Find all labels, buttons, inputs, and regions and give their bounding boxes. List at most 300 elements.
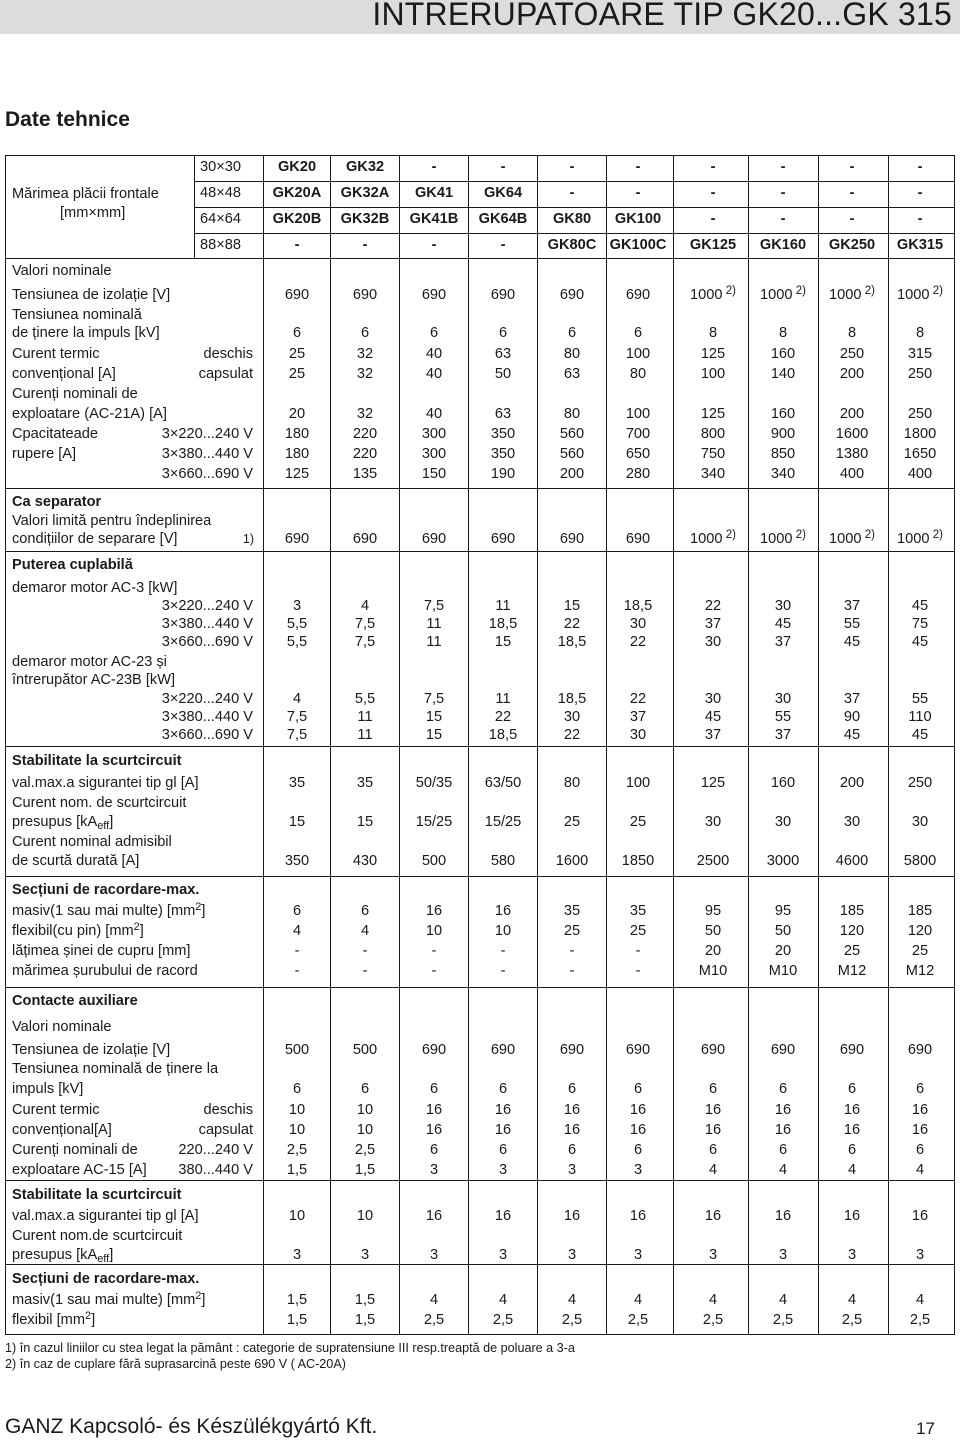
value-cell: -: [635, 943, 641, 959]
section-line: [5, 488, 955, 489]
value-cell: 16: [563, 1208, 581, 1224]
value-cell: 6: [847, 1142, 857, 1158]
row-label: exploatare (AC-21A) [A]: [12, 406, 167, 422]
value-cell: 690: [490, 1042, 516, 1058]
row-label: rupere [A]: [12, 446, 77, 462]
value-cell: 430: [352, 853, 378, 869]
row-sublabel: 220...240 V: [178, 1142, 253, 1158]
value-cell: 50/35: [415, 775, 453, 791]
value-cell: 18,5: [557, 691, 587, 707]
value-cell: 11: [426, 634, 442, 650]
footnote-marker: 2): [861, 529, 875, 541]
value-cell: 95: [704, 903, 722, 919]
value-cell: 3: [429, 1247, 439, 1263]
value-cell: 16: [425, 1102, 443, 1118]
value-cell: 220: [352, 446, 378, 462]
value-cell: 690: [421, 531, 447, 547]
value-cell: 45: [843, 634, 861, 650]
value-cell: -: [431, 963, 437, 979]
value-cell: 55: [911, 691, 929, 707]
value-cell: 16: [704, 1208, 722, 1224]
value-cell: 16: [494, 1208, 512, 1224]
plate-model-cell: -: [362, 237, 368, 253]
value-cell: 3: [498, 1247, 508, 1263]
value-cell: M10: [698, 963, 728, 979]
value-cell: 1,5: [286, 1312, 308, 1328]
row-label-subscript: eff: [97, 820, 110, 832]
value-cell: 180: [284, 426, 310, 442]
value-cell: 16: [911, 1102, 929, 1118]
value-cell: 75: [911, 616, 929, 632]
body-col-line: [468, 258, 469, 1334]
plate-model-cell: -: [849, 185, 855, 201]
plate-model-cell: -: [500, 159, 506, 175]
value-cell: 4600: [835, 853, 869, 869]
value-cell: 16: [774, 1102, 792, 1118]
value-cell: 32: [356, 406, 374, 422]
value-cell: 200: [839, 775, 865, 791]
row-label: Contacte auxiliare: [12, 993, 138, 1009]
value-cell: 1650: [903, 446, 937, 462]
value-cell: 1000 $^{2)}$: [760, 285, 806, 303]
value-cell: 35: [629, 903, 647, 919]
plate-model-cell: GK64: [483, 185, 523, 201]
value-cell: 1000 $^{2)}$: [897, 529, 943, 547]
value-cell: 22: [563, 616, 581, 632]
row-label-superscript: 2: [84, 1310, 92, 1322]
value-cell: 4: [708, 1162, 718, 1178]
value-cell: 2,5: [286, 1142, 308, 1158]
value-cell: 16: [774, 1208, 792, 1224]
value-cell: 25: [629, 814, 647, 830]
value-cell: 690: [625, 531, 651, 547]
value-cell: 30: [774, 814, 792, 830]
row-label-superscript: 2: [133, 921, 140, 933]
value-cell: 1000 $^{2)}$: [690, 285, 736, 303]
footnote-marker: 2): [861, 285, 875, 297]
section-title: Date tehnice: [5, 108, 130, 131]
value-cell: 25: [563, 814, 581, 830]
row-label: mărimea șurubului de racord: [12, 963, 198, 979]
row-label: presupus $[kA_{eff}]$: [12, 1247, 114, 1265]
plate-model-cell: -: [849, 211, 855, 227]
header-row-line: [194, 233, 955, 234]
value-cell: 2,5: [354, 1142, 376, 1158]
value-cell: 690: [625, 287, 651, 303]
value-cell: 20: [704, 943, 722, 959]
value-cell: 690: [421, 287, 447, 303]
value-cell: 3: [915, 1247, 925, 1263]
value-cell: 8: [847, 325, 857, 341]
value-cell: 90: [843, 709, 861, 725]
value-cell: 5,5: [286, 634, 308, 650]
plate-model-cell: GK100C: [609, 237, 667, 253]
section-line: [5, 1180, 955, 1181]
footnote-marker: 2): [792, 529, 806, 541]
value-cell: 16: [494, 1102, 512, 1118]
value-cell: 30: [704, 634, 722, 650]
value-cell: 185: [839, 903, 865, 919]
value-cell: 35: [563, 903, 581, 919]
value-cell: 4: [847, 1162, 857, 1178]
value-cell: 22: [704, 598, 722, 614]
row-label-tail: ]: [201, 903, 206, 919]
value-cell: 4: [847, 1292, 857, 1308]
value-cell: 25: [843, 943, 861, 959]
row-label-tail: ]: [139, 923, 144, 939]
value-cell: 16: [563, 1102, 581, 1118]
value-cell: -: [362, 963, 368, 979]
value-cell: 16: [629, 1208, 647, 1224]
value-cell: 35: [288, 775, 306, 791]
row-label: întrerupător AC-23B [kW]: [12, 672, 176, 688]
body-col-line: [606, 258, 607, 1334]
plate-model-cell: -: [780, 185, 786, 201]
value-cell: 1,5: [354, 1162, 376, 1178]
value-cell: 5800: [903, 853, 937, 869]
value-cell: 25: [563, 923, 581, 939]
value-cell: 37: [774, 634, 792, 650]
value-cell: 6: [567, 1081, 577, 1097]
plate-model-cell: -: [431, 237, 437, 253]
value-cell: 350: [284, 853, 310, 869]
row-sublabel: 3×380...440 V: [161, 446, 253, 462]
row-label: demaror motor AC-23 și: [12, 654, 167, 670]
value-cell: 4: [292, 923, 302, 939]
value-cell: 190: [490, 466, 516, 482]
row-label: Stabilitate la scurtcircuit: [12, 1187, 182, 1203]
value-cell: 18,5: [623, 598, 653, 614]
value-cell: 6: [633, 1081, 643, 1097]
value-cell: 22: [494, 709, 512, 725]
row-label: Curent nom. de scurtcircuit: [12, 795, 187, 811]
value-cell: 7,5: [354, 634, 376, 650]
value-cell: 30: [774, 598, 792, 614]
row-label-subscript: eff: [97, 1253, 110, 1265]
value-cell: 4: [292, 691, 302, 707]
value-cell: 250: [907, 775, 933, 791]
value-cell: 690: [284, 531, 310, 547]
value-cell: 6: [778, 1142, 788, 1158]
plate-model-cell: -: [780, 159, 786, 175]
value-cell: 1600: [555, 853, 589, 869]
value-cell: 3: [633, 1162, 643, 1178]
value-cell: 40: [425, 346, 443, 362]
table-border-right: [954, 155, 955, 1335]
value-cell: 4: [778, 1162, 788, 1178]
value-cell: 120: [839, 923, 865, 939]
row-label: Valori nominale: [12, 263, 112, 279]
plate-model-cell: -: [635, 185, 641, 201]
page-number: 17: [916, 1419, 935, 1438]
row-sublabel: deschis: [203, 346, 253, 362]
value-cell: 20: [288, 406, 306, 422]
value-cell: 220: [352, 426, 378, 442]
value-cell: M12: [837, 963, 867, 979]
value-cell: 6: [360, 903, 370, 919]
value-cell: 690: [907, 1042, 933, 1058]
footnote-marker: 2): [722, 285, 736, 297]
value-cell: 37: [843, 598, 861, 614]
value-cell: 2,5: [627, 1312, 649, 1328]
value-cell: 160: [770, 406, 796, 422]
value-cell: 18,5: [488, 727, 518, 743]
row-sublabel: 3×220...240 V: [161, 598, 253, 614]
row-label: demaror motor AC-3 [kW]: [12, 580, 178, 596]
value-cell: 11: [495, 598, 511, 614]
value-cell: 1800: [903, 426, 937, 442]
plate-model-cell: -: [710, 211, 716, 227]
value-cell: 6: [360, 1081, 370, 1097]
row-label-tail: ]: [109, 1247, 114, 1263]
value-cell: 11: [357, 709, 373, 725]
value-cell: 30: [704, 691, 722, 707]
value-cell: 690: [352, 531, 378, 547]
value-cell: 15/25: [484, 814, 522, 830]
value-cell: 160: [770, 775, 796, 791]
value-cell: 40: [425, 406, 443, 422]
row-label: Curent nominal admisibil: [12, 834, 172, 850]
value-cell: 37: [629, 709, 647, 725]
value-cell: 22: [563, 727, 581, 743]
value-cell: 7,5: [423, 691, 445, 707]
value-cell: 100: [700, 366, 726, 382]
row-label: masiv(1 sau mai multe) $[mm^2]$: [12, 1290, 206, 1308]
value-cell: 16: [843, 1102, 861, 1118]
value-cell: 690: [284, 287, 310, 303]
value-cell: 37: [704, 727, 722, 743]
value-cell: 690: [839, 1042, 865, 1058]
value-cell: 750: [700, 446, 726, 462]
value-cell: 4: [429, 1292, 439, 1308]
plate-model-cell: GK20: [277, 159, 317, 175]
value-cell: 6: [567, 325, 577, 341]
section-line: [5, 746, 955, 747]
plate-model-cell: -: [917, 211, 923, 227]
value-cell: 300: [421, 426, 447, 442]
value-cell: 6: [292, 903, 302, 919]
value-cell: 8: [915, 325, 925, 341]
footnote-marker: 2): [722, 529, 736, 541]
value-cell: 11: [495, 691, 511, 707]
value-cell: 1380: [835, 446, 869, 462]
value-cell: 1850: [621, 853, 655, 869]
body-col-line: [263, 258, 264, 1334]
value-cell: 300: [421, 446, 447, 462]
value-cell: 350: [490, 426, 516, 442]
plate-model-cell: -: [294, 237, 300, 253]
value-cell: 15: [356, 814, 374, 830]
value-cell: M10: [768, 963, 798, 979]
value-cell: 35: [356, 775, 374, 791]
footnote-1: 1) în cazul liniilor cu stea legat la pământ : categorie de supratensiune III resp.treaptă de poluare a 3-a: [5, 1341, 575, 1355]
value-cell: 400: [839, 466, 865, 482]
value-cell: 63: [563, 366, 581, 382]
value-cell: 10: [494, 923, 512, 939]
value-cell: 2,5: [561, 1312, 583, 1328]
body-col-line: [888, 258, 889, 1334]
plate-model-cell: GK80: [552, 211, 592, 227]
value-cell: 500: [421, 853, 447, 869]
value-cell: 37: [843, 691, 861, 707]
value-cell: 3: [633, 1247, 643, 1263]
value-cell: 10: [288, 1102, 306, 1118]
row-sublabel: capsulat: [198, 1122, 253, 1138]
value-cell: 6: [429, 1142, 439, 1158]
value-cell: 4: [708, 1292, 718, 1308]
row-label: lățimea șinei de cupru [mm]: [12, 943, 191, 959]
row-label: de ținere la impuls [kV]: [12, 325, 160, 341]
value-cell: 15: [425, 709, 443, 725]
value-cell: 6: [292, 325, 302, 341]
body-col-line: [399, 258, 400, 1334]
value-cell: 1000 $^{2)}$: [829, 529, 875, 547]
value-cell: 1600: [835, 426, 869, 442]
value-cell: 3: [429, 1162, 439, 1178]
value-cell: 1000 $^{2)}$: [829, 285, 875, 303]
footnote-marker: 2): [929, 285, 943, 297]
plate-model-cell: GK125: [689, 237, 737, 253]
section-line: [5, 987, 955, 988]
value-cell: 6: [778, 1081, 788, 1097]
row-label-superscript: 2: [195, 901, 202, 913]
value-cell: 1,5: [354, 1312, 376, 1328]
value-cell: 3: [567, 1247, 577, 1263]
row-label: convențional[A]: [12, 1122, 112, 1138]
value-cell: 4: [915, 1292, 925, 1308]
value-cell: 16: [911, 1208, 929, 1224]
value-cell: 18,5: [488, 616, 518, 632]
value-cell: 16: [425, 1208, 443, 1224]
plate-model-cell: GK20A: [272, 185, 322, 201]
value-cell: 55: [843, 616, 861, 632]
value-cell: 16: [843, 1208, 861, 1224]
plate-model-cell: -: [710, 159, 716, 175]
value-cell: -: [569, 943, 575, 959]
plate-model-cell: GK32B: [340, 211, 390, 227]
value-cell: 32: [356, 366, 374, 382]
value-cell: 135: [352, 466, 378, 482]
value-cell: 10: [356, 1208, 374, 1224]
value-cell: 40: [425, 366, 443, 382]
value-cell: 63: [494, 346, 512, 362]
value-cell: 6: [708, 1142, 718, 1158]
plate-size-label: 64×64: [200, 211, 241, 227]
section-line: [5, 1264, 955, 1265]
plate-model-cell: GK20B: [272, 211, 322, 227]
row-sublabel: 3×380...440 V: [161, 616, 253, 632]
value-cell: 25: [288, 366, 306, 382]
value-cell: 50: [774, 923, 792, 939]
value-cell: -: [431, 943, 437, 959]
value-cell: 690: [625, 1042, 651, 1058]
body-col-line: [330, 258, 331, 1334]
row-label: val.max.a sigurantei tip gl [A]: [12, 775, 199, 791]
plate-model-cell: GK160: [759, 237, 807, 253]
value-cell: 15: [288, 814, 306, 830]
plate-model-cell: GK100: [614, 211, 662, 227]
value-cell: 560: [559, 446, 585, 462]
value-cell: 25: [288, 346, 306, 362]
table-border-left: [5, 155, 6, 1335]
row-label: flexibil(cu pin) $[mm^2]$: [12, 921, 144, 939]
plate-model-cell: GK41: [414, 185, 454, 201]
value-cell: 6: [633, 325, 643, 341]
value-cell: 45: [911, 598, 929, 614]
value-cell: 18,5: [557, 634, 587, 650]
value-cell: 6: [498, 325, 508, 341]
value-cell: 200: [559, 466, 585, 482]
value-cell: 11: [426, 616, 442, 632]
value-cell: 30: [774, 691, 792, 707]
value-cell: 6: [360, 325, 370, 341]
value-cell: 6: [292, 1081, 302, 1097]
value-cell: 350: [490, 446, 516, 462]
plate-model-cell: -: [917, 159, 923, 175]
value-cell: 15: [494, 634, 512, 650]
page-title: INTRERUPATOARE TIP GK20...GK 315: [372, 0, 952, 32]
value-cell: 6: [915, 1081, 925, 1097]
value-cell: 50: [494, 366, 512, 382]
value-cell: 11: [357, 727, 373, 743]
value-cell: 560: [559, 426, 585, 442]
row-label: Valori nominale: [12, 1019, 112, 1035]
value-cell: 37: [704, 616, 722, 632]
row-label: Cpacitateade: [12, 426, 99, 442]
value-cell: 340: [770, 466, 796, 482]
header-bottom-line: [5, 258, 955, 259]
value-cell: 690: [421, 1042, 447, 1058]
value-cell: 45: [843, 727, 861, 743]
row-sublabel: 3×380...440 V: [161, 709, 253, 725]
value-cell: 3: [292, 1247, 302, 1263]
row-label-superscript: 2: [195, 1290, 202, 1302]
value-cell: -: [294, 963, 300, 979]
front-plate-unit: [mm×mm]: [60, 205, 126, 221]
row-label: Stabilitate la scurtcircuit: [12, 753, 182, 769]
row-label: val.max.a sigurantei tip gl [A]: [12, 1208, 199, 1224]
value-cell: 30: [629, 616, 647, 632]
value-cell: 5,5: [354, 691, 376, 707]
value-cell: 16: [494, 903, 512, 919]
value-cell: 6: [567, 1142, 577, 1158]
value-cell: 80: [563, 406, 581, 422]
value-cell: 2,5: [492, 1312, 514, 1328]
row-label: Valori limită pentru îndeplinirea: [12, 513, 212, 529]
value-cell: 3: [708, 1247, 718, 1263]
value-cell: 200: [839, 406, 865, 422]
value-cell: 45: [704, 709, 722, 725]
value-cell: 4: [360, 598, 370, 614]
value-cell: 1000 $^{2)}$: [897, 285, 943, 303]
value-cell: 80: [563, 346, 581, 362]
row-label: convențional [A]: [12, 366, 116, 382]
value-cell: 6: [429, 1081, 439, 1097]
value-cell: 690: [770, 1042, 796, 1058]
plate-model-cell: GK64B: [478, 211, 528, 227]
value-cell: 16: [704, 1122, 722, 1138]
row-label: impuls [kV]: [12, 1081, 84, 1097]
value-cell: 30: [704, 814, 722, 830]
value-cell: 22: [629, 634, 647, 650]
value-cell: 340: [700, 466, 726, 482]
value-cell: 10: [356, 1122, 374, 1138]
value-cell: 6: [915, 1142, 925, 1158]
row-label: de scurtă durată [A]: [12, 853, 140, 869]
value-cell: 15: [425, 727, 443, 743]
value-cell: 2,5: [702, 1312, 724, 1328]
value-cell: 20: [774, 943, 792, 959]
